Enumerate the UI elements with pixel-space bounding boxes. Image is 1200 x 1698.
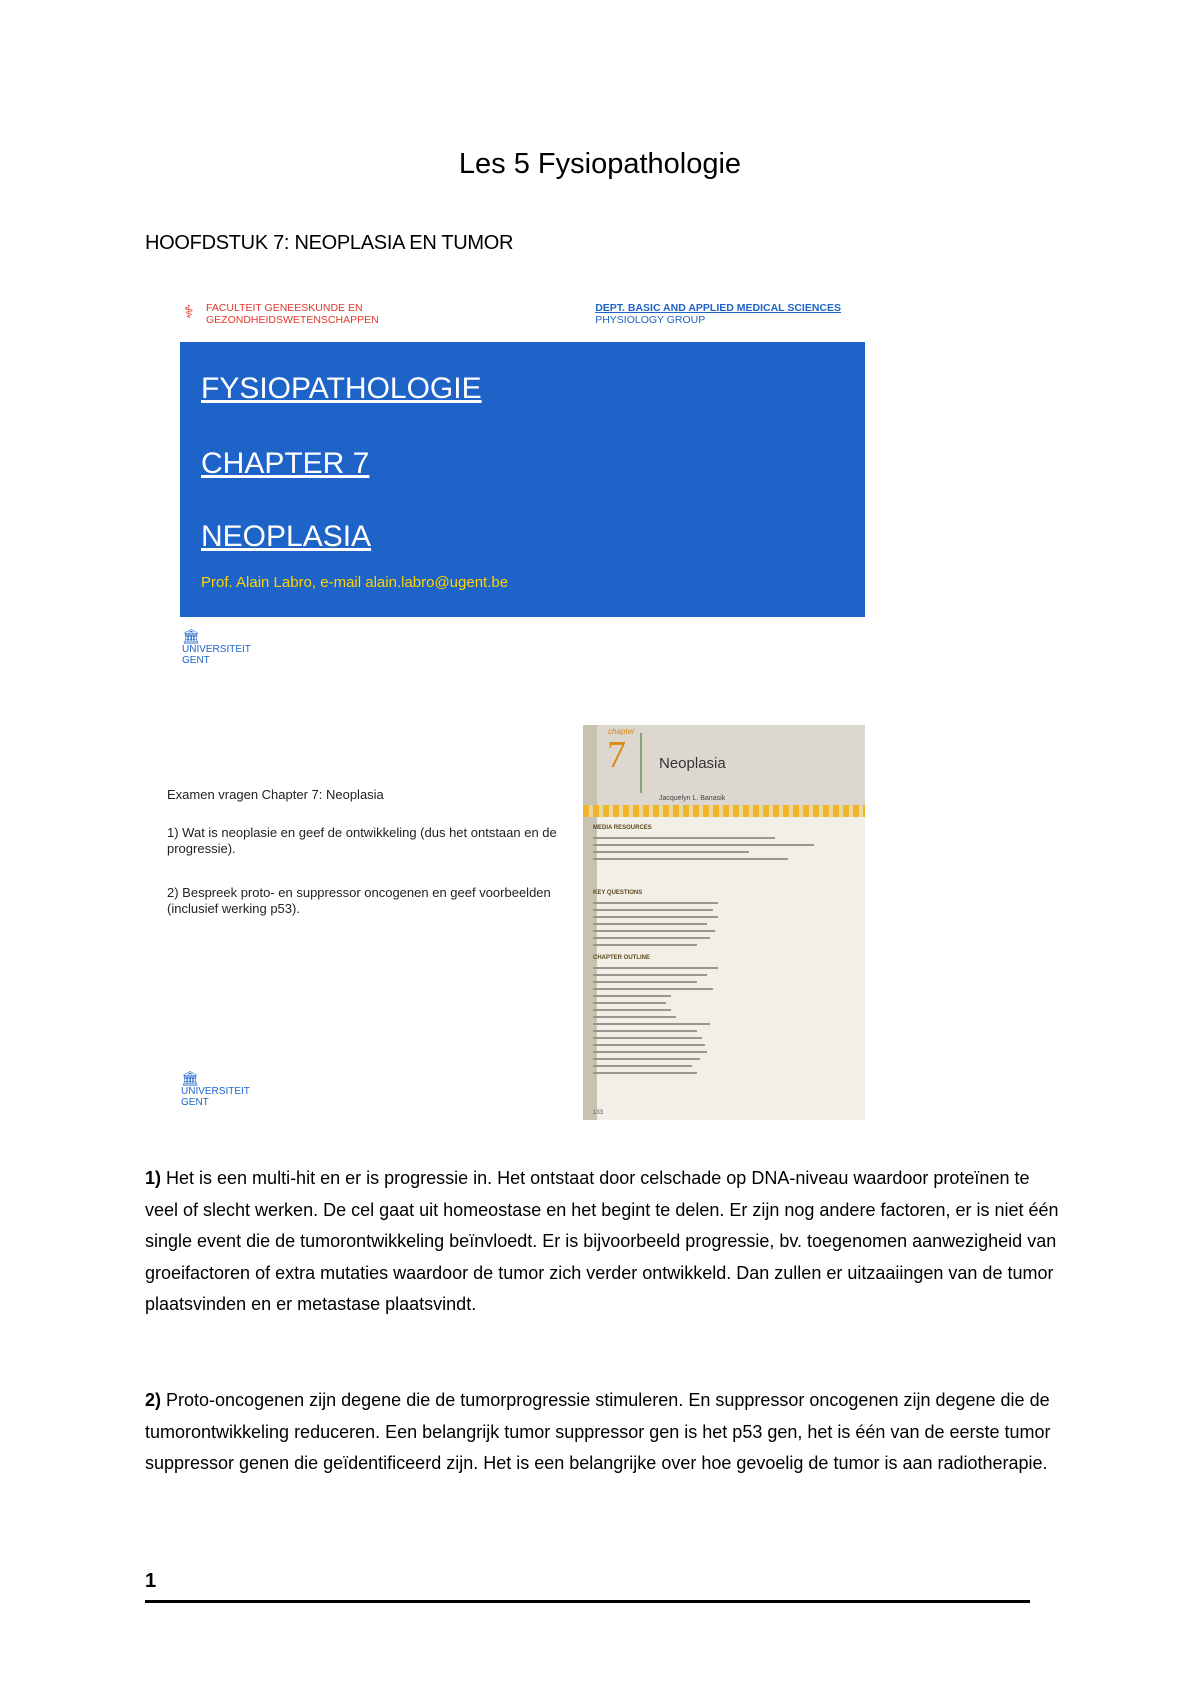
exam-question-1: 1) Wat is neoplasie en geef de ontwikkeling (dus het ontstaan en de progressie).: [167, 825, 557, 856]
university-name-line2: GENT: [182, 655, 210, 666]
university-name-line2: GENT: [181, 1097, 209, 1108]
title-slide-image: [180, 290, 865, 680]
department-name: DEPT. BASIC AND APPLIED MEDICAL SCIENCES: [595, 302, 841, 314]
exam-slide-title: Examen vragen Chapter 7: Neoplasia: [167, 787, 384, 802]
exam-question-2: 2) Bespreek proto- en suppressor oncogenen en geef voorbeelden (inclusief werking p53).: [167, 885, 551, 916]
textbook-section-outline: CHAPTER OUTLINE: [593, 955, 650, 961]
exam-questions-slide-image: [145, 725, 865, 1120]
textbook-text-lines: [593, 967, 853, 1079]
answer-paragraph-2: [145, 1385, 1065, 1480]
slide-heading-course: FYSIOPATHOLOGIE: [201, 372, 482, 405]
answer-1-number: 1): [145, 1168, 162, 1188]
university-building-icon: 🏛: [182, 628, 200, 644]
textbook-text-lines: [593, 902, 853, 951]
textbook-author: Jacquelyn L. Banasik: [659, 795, 726, 802]
textbook-text-lines: [593, 837, 853, 865]
faculty-logo: [184, 302, 379, 326]
answer-2-number: 2): [145, 1390, 162, 1410]
university-name-line1: UNIVERSITEIT: [181, 1086, 250, 1097]
page-number: 1: [145, 1570, 157, 1592]
university-logo: [181, 1070, 250, 1108]
university-building-icon: 🏛: [181, 1070, 199, 1086]
department-group: PHYSIOLOGY GROUP: [595, 314, 706, 326]
textbook-dot-band: [583, 805, 865, 817]
faculty-logo-icon: ⚕: [184, 302, 194, 322]
faculty-name-line1: FACULTEIT GENEESKUNDE EN: [206, 302, 363, 314]
slide-title-panel: [180, 342, 865, 617]
textbook-chapter-title: Neoplasia: [659, 755, 726, 772]
answer-1-text: Het is een multi-hit en er is progressie in. Het ontstaat door celschade op DNA-niveau waardoor proteïnen te veel of slecht werken. De cel gaat uit homeostase en het begint te delen. Er zijn nog andere factoren, er is niet één single event die de tumorontwikkeling beïnvloedt. Er is bijvoorbeeld progressie, bv. toegenomen aanwezigheid van groeifactoren of extra mutaties waardoor de tumor zich verder ontwikkeld. Dan zullen er uitzaaiingen van de tumor plaatsvinden en er metastase plaatsvindt.: [145, 1168, 1059, 1314]
answer-2-text: Proto-oncogenen zijn degene die de tumorprogressie stimuleren. En suppressor oncogenen zijn degene die de tumorontwikkeling reduceren. Een belangrijk tumor suppressor gen is het p53 gen, het is één van de eerste tumor suppressor genen die geïdentificeerd zijn. Het is een belangrijke over hoe gevoelig de tumor is aan radiotherapie.: [145, 1390, 1051, 1473]
slide-author: Prof. Alain Labro, e-mail alain.labro@ugent.be: [201, 574, 509, 591]
university-logo: [182, 628, 251, 666]
university-name-line1: UNIVERSITEIT: [182, 644, 251, 655]
textbook-page-number: 133: [593, 1110, 604, 1116]
textbook-section-questions: KEY QUESTIONS: [593, 890, 643, 896]
textbook-page-photo: [583, 725, 865, 1120]
slide-heading-chapter: CHAPTER 7: [201, 447, 370, 480]
department-label: [595, 302, 841, 326]
page-title: Les 5 Fysiopathologie: [458, 148, 742, 180]
textbook-chapter-number: 7: [607, 733, 642, 793]
faculty-name-line2: GEZONDHEIDSWETENSCHAPPEN: [206, 314, 379, 326]
chapter-heading: HOOFDSTUK 7: NEOPLASIA EN TUMOR: [145, 232, 514, 254]
answer-paragraph-1: [145, 1163, 1065, 1321]
footer-rule: [145, 1600, 1030, 1603]
textbook-chapter-word: chapter: [608, 727, 635, 736]
slide-heading-topic: NEOPLASIA: [201, 520, 372, 553]
textbook-section-media: MEDIA RESOURCES: [593, 825, 652, 831]
